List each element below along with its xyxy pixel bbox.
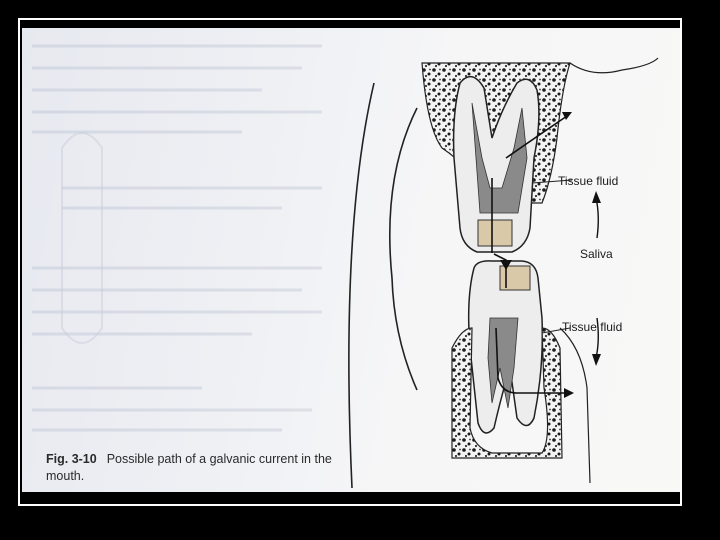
figure-caption-text: Possible path of a galvanic current in the mouth. <box>46 452 332 483</box>
label-lower-tissue-fluid: Tissue fluid <box>562 320 623 334</box>
figure-caption <box>46 451 346 485</box>
label-upper-tissue-fluid: Tissue fluid <box>558 174 619 188</box>
figure-number: Fig. 3-10 <box>46 452 97 466</box>
label-saliva: Saliva <box>580 247 613 261</box>
arrow-head-icon <box>564 388 574 398</box>
scanned-page <box>22 28 680 492</box>
